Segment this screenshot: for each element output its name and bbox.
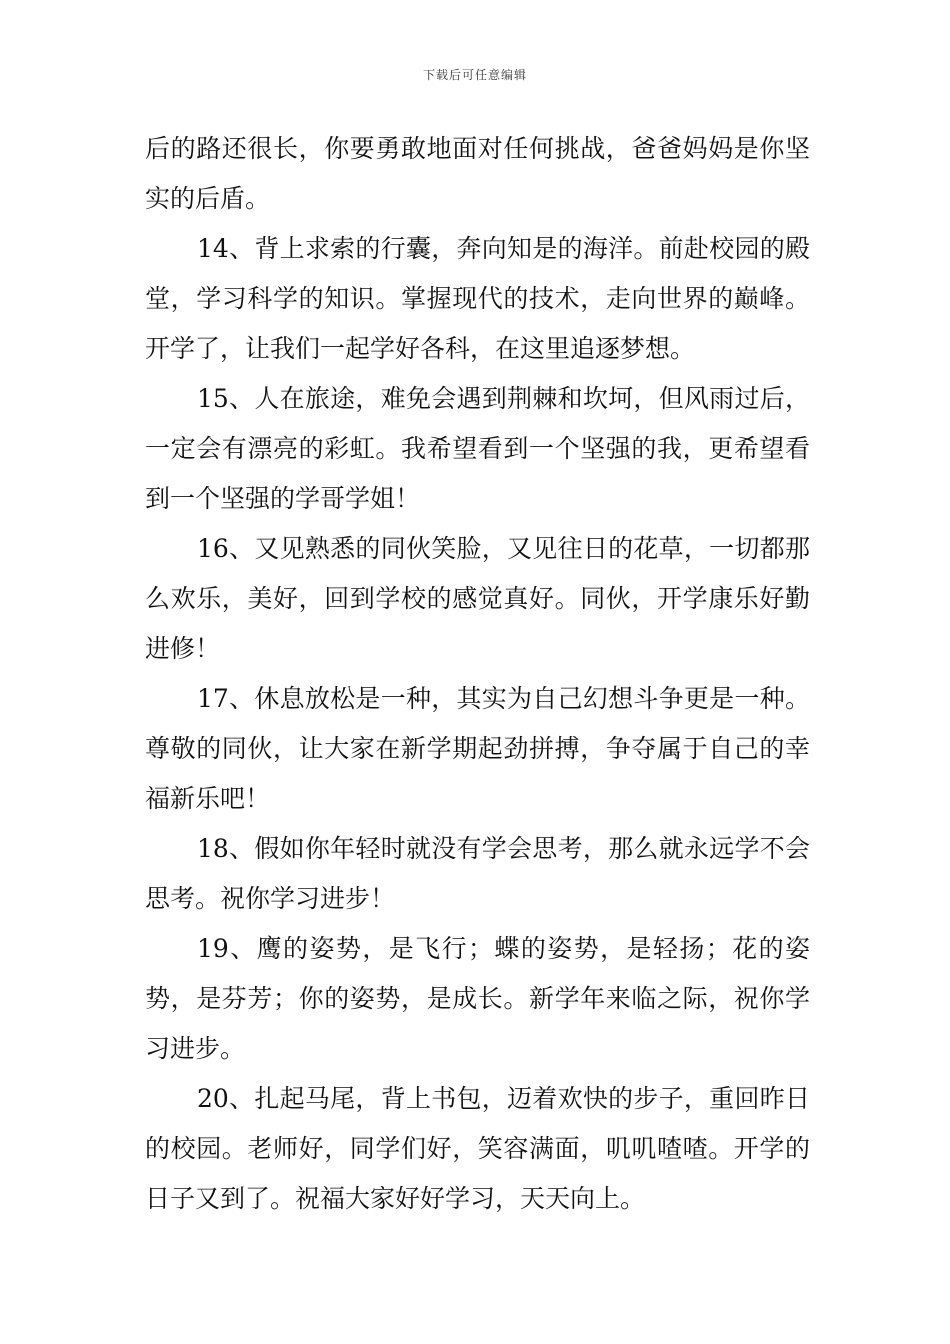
header-note: 下载后可任意编辑 <box>422 68 527 82</box>
paragraph-continuation: 后的路还很长，你要勇敢地面对任何挑战，爸爸妈妈是你坚实的后盾。 <box>145 134 810 213</box>
paragraph-15: 15、人在旅途，难免会遇到荆棘和坎坷，但风雨过后，一定会有漂亮的彩虹。我希望看到一个坚强的我，更希望看到一个坚强的学哥学姐！ <box>145 384 810 513</box>
paragraph-16: 16、又见熟悉的同伙笑脸，又见往日的花草，一切都那么欢乐，美好，回到学校的感觉真好。同伙，开学康乐好勤进修！ <box>145 534 810 663</box>
paragraph-20: 20、扎起马尾，背上书包，迈着欢快的步子，重回昨日的校园。老师好，同学们好，笑容满面，叽叽喳喳。开学的日子又到了。祝福大家好好学习，天天向上。 <box>145 1084 810 1213</box>
paragraph-17: 17、休息放松是一种，其实为自己幻想斗争更是一种。尊敬的同伙，让大家在新学期起劲拼搏，争夺属于自己的幸福新乐吧！ <box>145 684 810 813</box>
paragraph-14: 14、背上求索的行囊，奔向知是的海洋。前赴校园的殿堂，学习科学的知识。掌握现代的技术，走向世界的巅峰。开学了，让我们一起学好各科，在这里追逐梦想。 <box>145 234 810 363</box>
paragraph-18: 18、假如你年轻时就没有学会思考，那么就永远学不会思考。祝你学习进步！ <box>145 834 810 913</box>
document-body <box>145 124 810 1224</box>
paragraph-19: 19、鹰的姿势，是飞行；蝶的姿势，是轻扬；花的姿势，是芬芳；你的姿势，是成长。新学年来临之际，祝你学习进步。 <box>145 934 810 1063</box>
